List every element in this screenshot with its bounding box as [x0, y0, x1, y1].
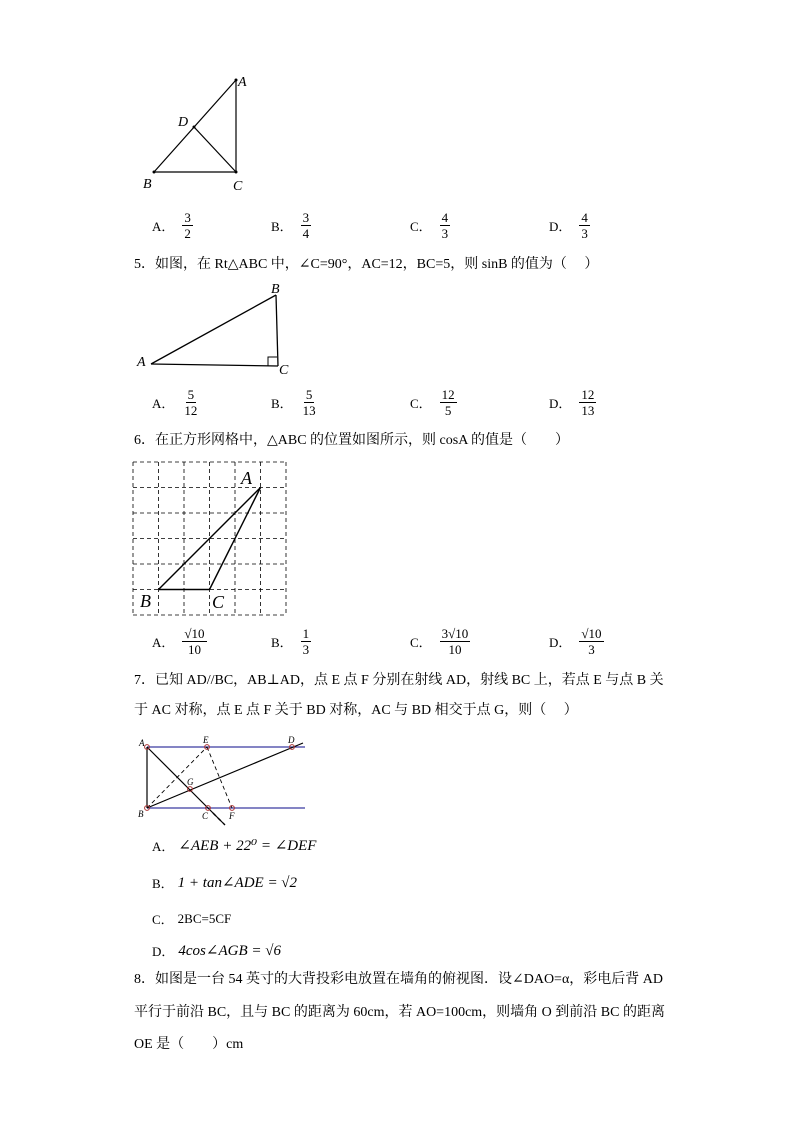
q6-option-d[interactable] — [549, 626, 604, 657]
q4-option-a[interactable] — [152, 210, 193, 241]
q7-question-line2: 于 AC 对称，点 E 点 F 关于 BD 对称，AC 与 BD 相交于点 G，则（ ） — [134, 703, 578, 718]
q6-option-c[interactable] — [410, 626, 470, 657]
q7-label-B: B — [138, 809, 144, 819]
q7-option-a[interactable] — [152, 836, 316, 855]
q8-question-line2: 平行于前沿 BC，且与 BC 的距离为 60cm，若 AO=100cm，则墙角 O 到前沿 BC 的距离 — [134, 1005, 665, 1020]
fraction: $\frac{12}{5}$ — [441, 387, 455, 418]
q4-label-D: D — [178, 115, 189, 130]
fraction: $\frac{√10}{10}$ — [184, 626, 205, 657]
fraction: $\frac{12}{13}$ — [581, 387, 595, 418]
option-label: B． — [271, 396, 293, 411]
q6-grid-figure — [128, 457, 294, 619]
q7-label-A: A — [139, 738, 145, 748]
q8-question-line1: 8．如图是一台 54 英寸的大背投彩电放置在墙角的俯视图．设∠DAO=α，彩电后背 AD — [134, 972, 664, 987]
option-expression: 1 + tan∠ADE = √2 — [177, 875, 298, 891]
q5-option-d[interactable] — [549, 387, 596, 418]
option-expression: 4cos∠AGB = √6 — [178, 943, 281, 959]
fraction: $\frac{1}{3}$ — [302, 626, 310, 657]
q7-label-D: D — [288, 735, 295, 745]
fraction: $\frac{3√10}{10}$ — [441, 626, 469, 657]
option-expression: ∠AEB + 22⁰ = ∠DEF — [178, 838, 317, 854]
q6-option-a[interactable] — [152, 626, 207, 657]
option-label: D． — [549, 635, 572, 650]
q7-label-C: C — [202, 811, 209, 821]
option-expression: 2BC=5CF — [177, 910, 232, 926]
q5-option-c[interactable] — [410, 387, 457, 418]
option-label: D． — [549, 396, 572, 411]
q7-question-line1: 7．已知 AD//BC，AB⊥AD，点 E 点 F 分别在射线 AD，射线 BC 上，若点 E 与点 B 关 — [134, 673, 664, 688]
q6-label-A: A — [241, 468, 252, 488]
q6-option-b[interactable] — [271, 626, 311, 657]
q7-option-c[interactable] — [152, 909, 231, 928]
option-label: B． — [271, 219, 293, 234]
q5-option-a[interactable] — [152, 387, 199, 418]
q4-label-A: A — [238, 75, 247, 90]
q7-label-G: G — [187, 777, 194, 787]
option-label: C． — [410, 396, 432, 411]
q7-option-b[interactable] — [152, 873, 297, 892]
q4-option-d[interactable] — [549, 210, 590, 241]
option-label: C． — [410, 635, 432, 650]
q7-option-d[interactable] — [152, 941, 281, 960]
q7-label-F: F — [229, 811, 235, 821]
option-label: A． — [152, 219, 175, 234]
fraction: $\frac{3}{2}$ — [184, 210, 191, 241]
fraction: $\frac{3}{4}$ — [302, 210, 310, 241]
option-label: D． — [152, 944, 175, 959]
q8-question-line3: OE 是（ ）cm — [134, 1037, 244, 1052]
q7-figure — [135, 733, 310, 828]
q5-option-b[interactable] — [271, 387, 318, 418]
fraction: $\frac{4}{3}$ — [581, 210, 588, 241]
q4-label-B: B — [143, 177, 152, 192]
fraction: $\frac{4}{3}$ — [441, 210, 449, 241]
option-label: A． — [152, 635, 175, 650]
fraction: $\frac{√10}{3}$ — [581, 626, 602, 657]
option-label: B． — [152, 876, 174, 891]
option-label: D． — [549, 219, 572, 234]
fraction: $\frac{5}{12}$ — [184, 387, 198, 418]
option-label: C． — [152, 912, 174, 927]
q4-option-c[interactable] — [410, 210, 450, 241]
q5-figure — [135, 280, 295, 380]
option-label: C． — [410, 219, 432, 234]
q5-label-B: B — [271, 282, 280, 297]
option-label: A． — [152, 839, 175, 854]
q4-label-C: C — [233, 179, 243, 194]
q4-option-b[interactable] — [271, 210, 311, 241]
q4-figure — [138, 72, 253, 197]
fraction: $\frac{5}{13}$ — [302, 387, 316, 418]
q5-question-text: 5．如图，在 Rt△ABC 中，∠C=90°，AC=12，BC=5，则 sinB 的值为（ ） — [134, 257, 599, 272]
q6-question-text: 6．在正方形网格中，△ABC 的位置如图所示，则 cosA 的值是（ ） — [134, 433, 570, 448]
option-label: A． — [152, 396, 175, 411]
q6-label-B: B — [140, 591, 151, 611]
q5-label-A: A — [137, 355, 146, 370]
option-label: B． — [271, 635, 293, 650]
q5-label-C: C — [279, 363, 289, 378]
q6-label-C: C — [212, 592, 225, 612]
q7-label-E: E — [203, 735, 209, 745]
